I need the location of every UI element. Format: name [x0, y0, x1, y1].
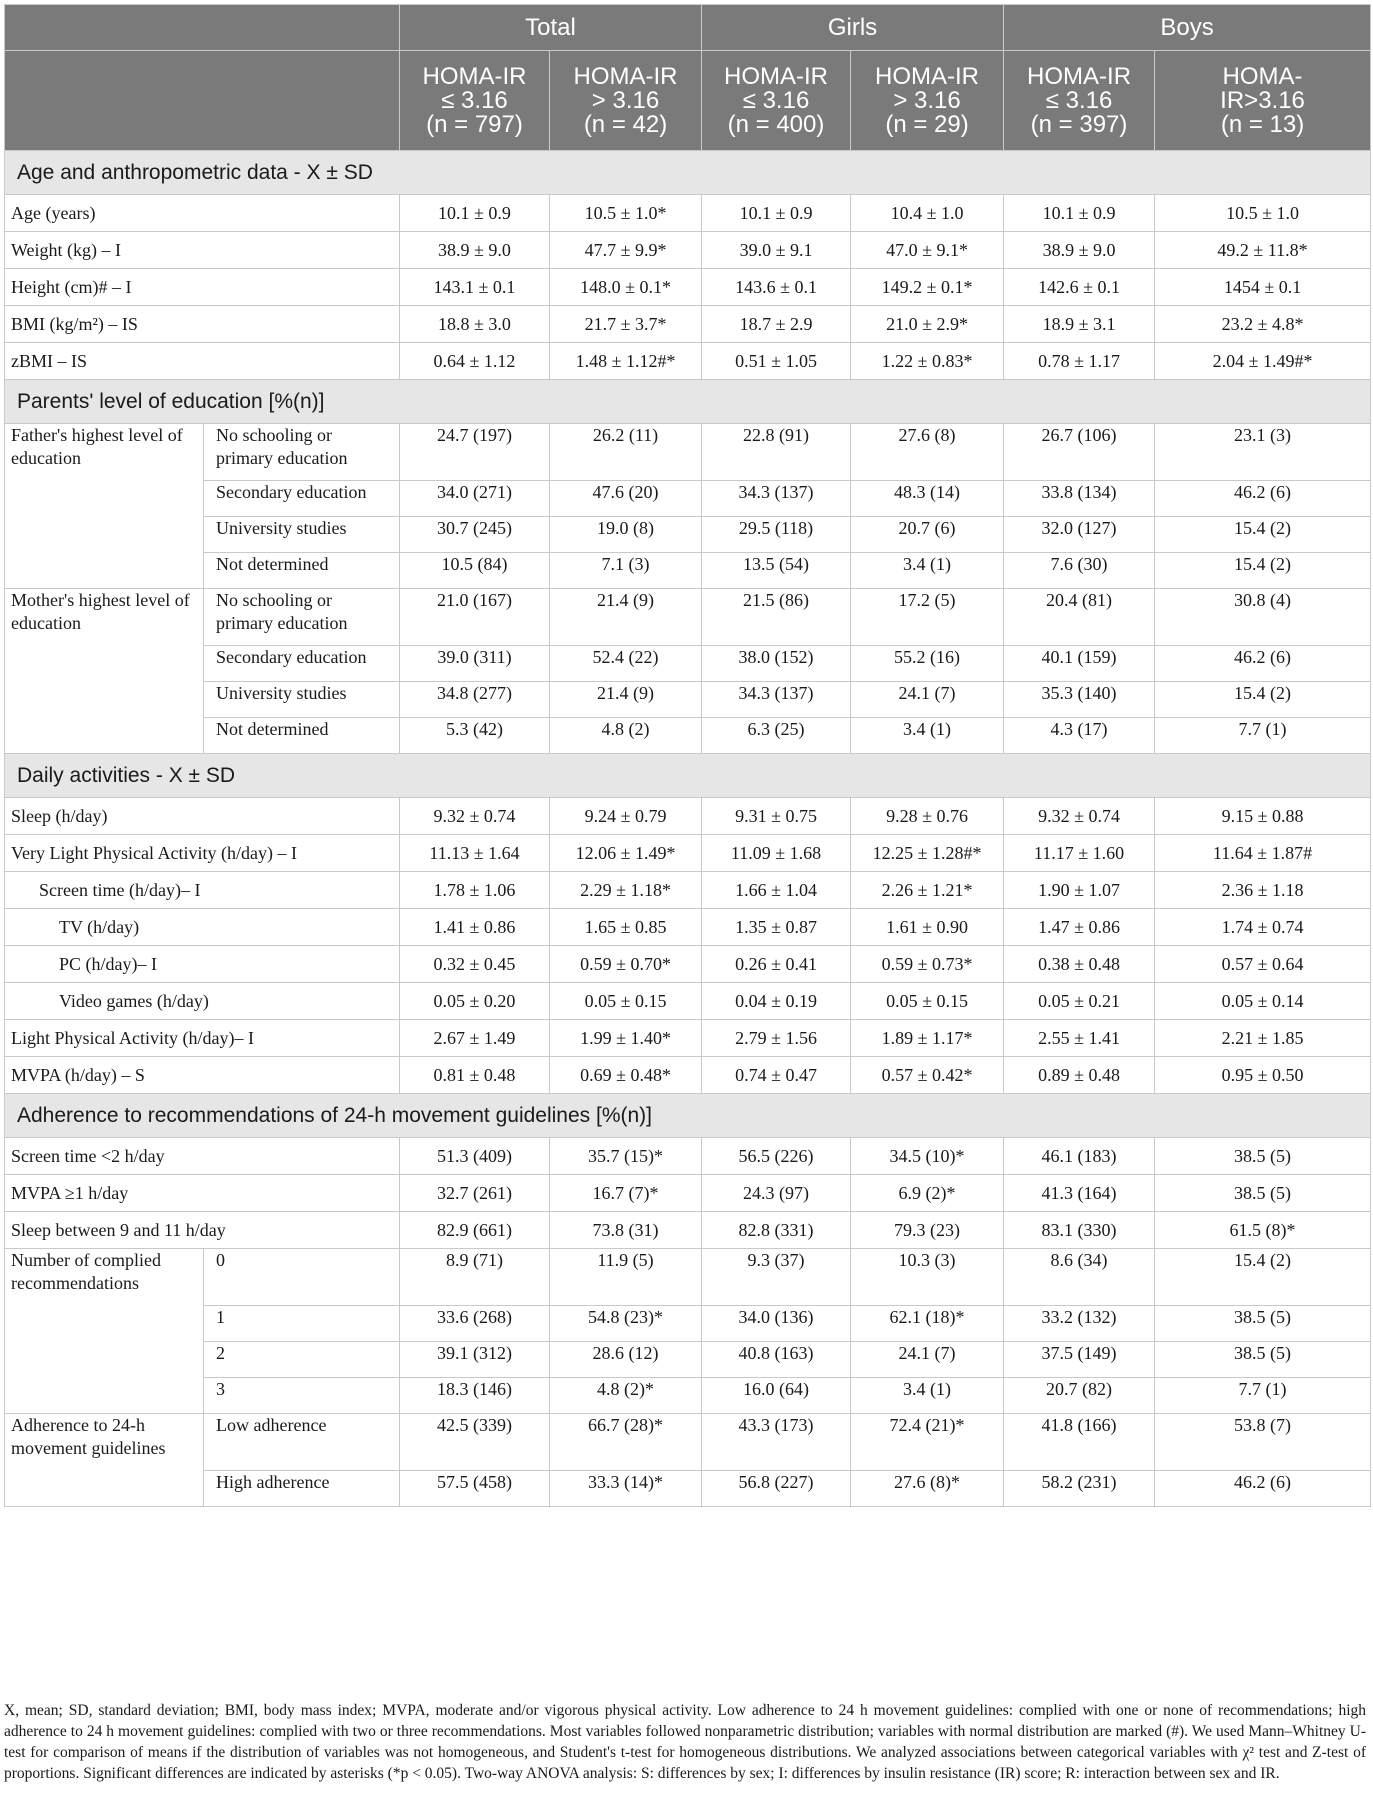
subheader-boys-low: HOMA-IR ≤ 3.16 (n = 397) [1004, 51, 1155, 151]
value-cell: 148.0 ± 0.1* [550, 269, 702, 306]
value-cell: 9.32 ± 0.74 [400, 798, 550, 835]
value-cell: 35.3 (140) [1004, 682, 1155, 718]
value-cell: 2.79 ± 1.56 [702, 1020, 851, 1057]
table-row [5, 1212, 1371, 1249]
table-row [5, 553, 1371, 589]
value-cell: 40.8 (163) [702, 1342, 851, 1378]
value-cell: 27.6 (8) [851, 424, 1004, 481]
value-cell: 33.6 (268) [400, 1306, 550, 1342]
subrow-label: 2 [204, 1342, 400, 1378]
value-cell: 0.78 ± 1.17 [1004, 343, 1155, 380]
value-cell: 4.8 (2) [550, 718, 702, 754]
table-row [5, 306, 1371, 343]
value-cell: 62.1 (18)* [851, 1306, 1004, 1342]
row-label: Sleep between 9 and 11 h/day [5, 1212, 400, 1249]
value-cell: 1.41 ± 0.86 [400, 909, 550, 946]
value-cell: 30.7 (245) [400, 517, 550, 553]
value-cell: 1.74 ± 0.74 [1155, 909, 1371, 946]
table-row [5, 589, 1371, 646]
subheader-total-high: HOMA-IR > 3.16 (n = 42) [550, 51, 702, 151]
value-cell: 66.7 (28)* [550, 1414, 702, 1471]
value-cell: 34.0 (271) [400, 481, 550, 517]
value-cell: 0.59 ± 0.70* [550, 946, 702, 983]
row-label: Age (years) [5, 195, 400, 232]
value-cell: 35.7 (15)* [550, 1138, 702, 1175]
table-row [5, 1471, 1371, 1507]
value-cell: 21.0 (167) [400, 589, 550, 646]
section-header [5, 754, 1371, 798]
table-row [5, 195, 1371, 232]
value-cell: 2.26 ± 1.21* [851, 872, 1004, 909]
table-row [5, 1175, 1371, 1212]
value-cell: 17.2 (5) [851, 589, 1004, 646]
value-cell: 15.4 (2) [1155, 517, 1371, 553]
table-footnote: X, mean; SD, standard deviation; BMI, body mass index; MVPA, moderate and/or vigorous physical activity. Low adherence to 24 h movement guidelines: complied with one or none of recommendations; high adherence to 24 h movement guidelines: complied with two or three recommendations. Most variables followed nonparametric distribution; variables with normal distribution are marked (#). We used Mann–Whitney U-test for comparison of means if the distribution of variables was not homogeneous, and Student's t-test for homogeneous distributions. We analyzed associations between categorical variables with χ² test and Z-test of proportions. Significant differences are indicated by asterisks (*p < 0.05). Two-way ANOVA analysis: S: differences by sex; I: differences by insulin resistance (IR) score; R: interaction between sex and IR. [4, 1702, 1366, 1782]
row-label: Very Light Physical Activity (h/day) – I [5, 835, 400, 872]
value-cell: 7.1 (3) [550, 553, 702, 589]
value-cell: 11.9 (5) [550, 1249, 702, 1306]
value-cell: 0.81 ± 0.48 [400, 1057, 550, 1094]
value-cell: 26.7 (106) [1004, 424, 1155, 481]
value-cell: 8.9 (71) [400, 1249, 550, 1306]
value-cell: 34.8 (277) [400, 682, 550, 718]
value-cell: 56.8 (227) [702, 1471, 851, 1507]
value-cell: 10.4 ± 1.0 [851, 195, 1004, 232]
value-cell: 4.3 (17) [1004, 718, 1155, 754]
value-cell: 0.04 ± 0.19 [702, 983, 851, 1020]
value-cell: 21.5 (86) [702, 589, 851, 646]
table-row [5, 1342, 1371, 1378]
value-cell: 11.64 ± 1.87# [1155, 835, 1371, 872]
group-header-boys: Boys [1004, 5, 1371, 51]
value-cell: 10.5 ± 1.0* [550, 195, 702, 232]
value-cell: 1.35 ± 0.87 [702, 909, 851, 946]
value-cell: 10.5 (84) [400, 553, 550, 589]
value-cell: 7.7 (1) [1155, 718, 1371, 754]
value-cell: 48.3 (14) [851, 481, 1004, 517]
value-cell: 37.5 (149) [1004, 1342, 1155, 1378]
table-row [5, 424, 1371, 481]
value-cell: 40.1 (159) [1004, 646, 1155, 682]
value-cell: 21.4 (9) [550, 589, 702, 646]
value-cell: 34.3 (137) [702, 682, 851, 718]
value-cell: 9.28 ± 0.76 [851, 798, 1004, 835]
table-row [5, 718, 1371, 754]
value-cell: 34.5 (10)* [851, 1138, 1004, 1175]
value-cell: 32.7 (261) [400, 1175, 550, 1212]
value-cell: 46.2 (6) [1155, 1471, 1371, 1507]
value-cell: 38.5 (5) [1155, 1138, 1371, 1175]
value-cell: 51.3 (409) [400, 1138, 550, 1175]
value-cell: 0.05 ± 0.20 [400, 983, 550, 1020]
row-label: TV (h/day) [5, 909, 400, 946]
value-cell: 1.47 ± 0.86 [1004, 909, 1155, 946]
group-label: Adherence to 24-h movement guidelines [5, 1414, 204, 1507]
value-cell: 33.2 (132) [1004, 1306, 1155, 1342]
value-cell: 21.0 ± 2.9* [851, 306, 1004, 343]
value-cell: 0.05 ± 0.15 [851, 983, 1004, 1020]
subrow-label: 3 [204, 1378, 400, 1414]
value-cell: 24.1 (7) [851, 682, 1004, 718]
group-label: Father's highest level of education [5, 424, 204, 589]
subrow-label: 1 [204, 1306, 400, 1342]
subheader-girls-high: HOMA-IR > 3.16 (n = 29) [851, 51, 1004, 151]
value-cell: 9.32 ± 0.74 [1004, 798, 1155, 835]
value-cell: 0.51 ± 1.05 [702, 343, 851, 380]
table-row [5, 909, 1371, 946]
group-header-total: Total [400, 5, 702, 51]
table-row [5, 798, 1371, 835]
value-cell: 46.1 (183) [1004, 1138, 1155, 1175]
value-cell: 6.9 (2)* [851, 1175, 1004, 1212]
value-cell: 12.06 ± 1.49* [550, 835, 702, 872]
value-cell: 1.65 ± 0.85 [550, 909, 702, 946]
value-cell: 10.1 ± 0.9 [1004, 195, 1155, 232]
value-cell: 9.24 ± 0.79 [550, 798, 702, 835]
value-cell: 9.3 (37) [702, 1249, 851, 1306]
value-cell: 82.8 (331) [702, 1212, 851, 1249]
section-header [5, 151, 1371, 195]
subrow-label: University studies [204, 682, 400, 718]
value-cell: 3.4 (1) [851, 553, 1004, 589]
value-cell: 7.6 (30) [1004, 553, 1155, 589]
value-cell: 30.8 (4) [1155, 589, 1371, 646]
value-cell: 8.6 (34) [1004, 1249, 1155, 1306]
value-cell: 4.8 (2)* [550, 1378, 702, 1414]
value-cell: 0.57 ± 0.64 [1155, 946, 1371, 983]
value-cell: 24.7 (197) [400, 424, 550, 481]
subheader-girls-low: HOMA-IR ≤ 3.16 (n = 400) [702, 51, 851, 151]
value-cell: 2.29 ± 1.18* [550, 872, 702, 909]
value-cell: 11.17 ± 1.60 [1004, 835, 1155, 872]
row-label: Sleep (h/day) [5, 798, 400, 835]
value-cell: 24.3 (97) [702, 1175, 851, 1212]
value-cell: 26.2 (11) [550, 424, 702, 481]
table-row [5, 835, 1371, 872]
value-cell: 58.2 (231) [1004, 1471, 1155, 1507]
value-cell: 142.6 ± 0.1 [1004, 269, 1155, 306]
table-row [5, 983, 1371, 1020]
value-cell: 21.4 (9) [550, 682, 702, 718]
value-cell: 41.8 (166) [1004, 1414, 1155, 1471]
subrow-label: Secondary education [204, 646, 400, 682]
table-row [5, 946, 1371, 983]
value-cell: 47.7 ± 9.9* [550, 232, 702, 269]
value-cell: 42.5 (339) [400, 1414, 550, 1471]
subheader-boys-high: HOMA- IR>3.16 (n = 13) [1155, 51, 1371, 151]
row-label: BMI (kg/m²) – IS [5, 306, 400, 343]
value-cell: 61.5 (8)* [1155, 1212, 1371, 1249]
table-row [5, 1249, 1371, 1306]
value-cell: 13.5 (54) [702, 553, 851, 589]
value-cell: 18.3 (146) [400, 1378, 550, 1414]
header-corner [5, 5, 400, 51]
table-row [5, 646, 1371, 682]
value-cell: 47.0 ± 9.1* [851, 232, 1004, 269]
value-cell: 10.1 ± 0.9 [400, 195, 550, 232]
table-row [5, 232, 1371, 269]
value-cell: 23.2 ± 4.8* [1155, 306, 1371, 343]
value-cell: 38.9 ± 9.0 [1004, 232, 1155, 269]
row-label: Weight (kg) – I [5, 232, 400, 269]
value-cell: 33.8 (134) [1004, 481, 1155, 517]
value-cell: 9.15 ± 0.88 [1155, 798, 1371, 835]
table-row [5, 1306, 1371, 1342]
row-label: MVPA (h/day) – S [5, 1057, 400, 1094]
value-cell: 47.6 (20) [550, 481, 702, 517]
value-cell: 1454 ± 0.1 [1155, 269, 1371, 306]
value-cell: 7.7 (1) [1155, 1378, 1371, 1414]
value-cell: 39.0 (311) [400, 646, 550, 682]
value-cell: 2.67 ± 1.49 [400, 1020, 550, 1057]
value-cell: 143.6 ± 0.1 [702, 269, 851, 306]
value-cell: 38.5 (5) [1155, 1342, 1371, 1378]
value-cell: 18.8 ± 3.0 [400, 306, 550, 343]
section-title: Daily activities - X ± SD [5, 754, 1371, 798]
subrow-label: No schooling or primary education [204, 424, 400, 481]
value-cell: 0.26 ± 0.41 [702, 946, 851, 983]
subheader-total-low: HOMA-IR ≤ 3.16 (n = 797) [400, 51, 550, 151]
value-cell: 1.78 ± 1.06 [400, 872, 550, 909]
row-label: zBMI – IS [5, 343, 400, 380]
value-cell: 46.2 (6) [1155, 646, 1371, 682]
value-cell: 53.8 (7) [1155, 1414, 1371, 1471]
table-row [5, 872, 1371, 909]
row-label: PC (h/day)– I [5, 946, 400, 983]
subrow-label: Not determined [204, 718, 400, 754]
value-cell: 34.3 (137) [702, 481, 851, 517]
row-label: Screen time (h/day)– I [5, 872, 400, 909]
value-cell: 38.0 (152) [702, 646, 851, 682]
value-cell: 0.95 ± 0.50 [1155, 1057, 1371, 1094]
value-cell: 3.4 (1) [851, 718, 1004, 754]
value-cell: 38.5 (5) [1155, 1306, 1371, 1342]
value-cell: 38.9 ± 9.0 [400, 232, 550, 269]
value-cell: 0.05 ± 0.15 [550, 983, 702, 1020]
subrow-label: Low adherence [204, 1414, 400, 1471]
value-cell: 11.09 ± 1.68 [702, 835, 851, 872]
value-cell: 2.21 ± 1.85 [1155, 1020, 1371, 1057]
value-cell: 18.7 ± 2.9 [702, 306, 851, 343]
value-cell: 38.5 (5) [1155, 1175, 1371, 1212]
value-cell: 12.25 ± 1.28#* [851, 835, 1004, 872]
group-label: Mother's highest level of education [5, 589, 204, 754]
value-cell: 28.6 (12) [550, 1342, 702, 1378]
value-cell: 0.05 ± 0.21 [1004, 983, 1155, 1020]
value-cell: 10.1 ± 0.9 [702, 195, 851, 232]
value-cell: 73.8 (31) [550, 1212, 702, 1249]
row-label: Video games (h/day) [5, 983, 400, 1020]
value-cell: 1.89 ± 1.17* [851, 1020, 1004, 1057]
table-row [5, 1057, 1371, 1094]
table-header [5, 5, 1371, 151]
value-cell: 83.1 (330) [1004, 1212, 1155, 1249]
value-cell: 32.0 (127) [1004, 517, 1155, 553]
value-cell: 11.13 ± 1.64 [400, 835, 550, 872]
value-cell: 10.3 (3) [851, 1249, 1004, 1306]
value-cell: 39.0 ± 9.1 [702, 232, 851, 269]
value-cell: 1.90 ± 1.07 [1004, 872, 1155, 909]
value-cell: 56.5 (226) [702, 1138, 851, 1175]
value-cell: 15.4 (2) [1155, 682, 1371, 718]
value-cell: 10.5 ± 1.0 [1155, 195, 1371, 232]
table-body [5, 151, 1371, 1507]
value-cell: 1.22 ± 0.83* [851, 343, 1004, 380]
value-cell: 24.1 (7) [851, 1342, 1004, 1378]
subrow-label: No schooling or primary education [204, 589, 400, 646]
value-cell: 46.2 (6) [1155, 481, 1371, 517]
row-label: MVPA ≥1 h/day [5, 1175, 400, 1212]
section-title: Adherence to recommendations of 24-h movement guidelines [%(n)] [5, 1094, 1371, 1138]
value-cell: 49.2 ± 11.8* [1155, 232, 1371, 269]
value-cell: 0.57 ± 0.42* [851, 1057, 1004, 1094]
table-row [5, 1414, 1371, 1471]
value-cell: 1.61 ± 0.90 [851, 909, 1004, 946]
value-cell: 41.3 (164) [1004, 1175, 1155, 1212]
table-row [5, 343, 1371, 380]
value-cell: 149.2 ± 0.1* [851, 269, 1004, 306]
value-cell: 57.5 (458) [400, 1471, 550, 1507]
value-cell: 0.05 ± 0.14 [1155, 983, 1371, 1020]
subrow-label: University studies [204, 517, 400, 553]
value-cell: 22.8 (91) [702, 424, 851, 481]
table-row [5, 517, 1371, 553]
value-cell: 9.31 ± 0.75 [702, 798, 851, 835]
value-cell: 79.3 (23) [851, 1212, 1004, 1249]
value-cell: 23.1 (3) [1155, 424, 1371, 481]
group-header-girls: Girls [702, 5, 1004, 51]
row-label: Screen time <2 h/day [5, 1138, 400, 1175]
value-cell: 29.5 (118) [702, 517, 851, 553]
value-cell: 1.66 ± 1.04 [702, 872, 851, 909]
section-title: Age and anthropometric data - X ± SD [5, 151, 1371, 195]
value-cell: 16.7 (7)* [550, 1175, 702, 1212]
header-corner-lower [5, 51, 400, 151]
value-cell: 18.9 ± 3.1 [1004, 306, 1155, 343]
value-cell: 72.4 (21)* [851, 1414, 1004, 1471]
value-cell: 0.32 ± 0.45 [400, 946, 550, 983]
table-row [5, 1020, 1371, 1057]
value-cell: 82.9 (661) [400, 1212, 550, 1249]
value-cell: 0.38 ± 0.48 [1004, 946, 1155, 983]
value-cell: 0.89 ± 0.48 [1004, 1057, 1155, 1094]
section-title: Parents' level of education [%(n)] [5, 380, 1371, 424]
row-label: Light Physical Activity (h/day)– I [5, 1020, 400, 1057]
value-cell: 1.48 ± 1.12#* [550, 343, 702, 380]
value-cell: 54.8 (23)* [550, 1306, 702, 1342]
value-cell: 15.4 (2) [1155, 553, 1371, 589]
value-cell: 52.4 (22) [550, 646, 702, 682]
value-cell: 2.36 ± 1.18 [1155, 872, 1371, 909]
value-cell: 0.64 ± 1.12 [400, 343, 550, 380]
table-row [5, 1138, 1371, 1175]
value-cell: 20.7 (82) [1004, 1378, 1155, 1414]
table-row [5, 1378, 1371, 1414]
value-cell: 19.0 (8) [550, 517, 702, 553]
value-cell: 20.4 (81) [1004, 589, 1155, 646]
value-cell: 34.0 (136) [702, 1306, 851, 1342]
value-cell: 0.59 ± 0.73* [851, 946, 1004, 983]
value-cell: 21.7 ± 3.7* [550, 306, 702, 343]
value-cell: 1.99 ± 1.40* [550, 1020, 702, 1057]
table-row [5, 481, 1371, 517]
value-cell: 143.1 ± 0.1 [400, 269, 550, 306]
value-cell: 2.04 ± 1.49#* [1155, 343, 1371, 380]
value-cell: 16.0 (64) [702, 1378, 851, 1414]
section-header [5, 1094, 1371, 1138]
value-cell: 15.4 (2) [1155, 1249, 1371, 1306]
subrow-label: Secondary education [204, 481, 400, 517]
subrow-label: 0 [204, 1249, 400, 1306]
value-cell: 39.1 (312) [400, 1342, 550, 1378]
value-cell: 0.74 ± 0.47 [702, 1057, 851, 1094]
value-cell: 27.6 (8)* [851, 1471, 1004, 1507]
value-cell: 55.2 (16) [851, 646, 1004, 682]
group-label: Number of complied recommendations [5, 1249, 204, 1414]
value-cell: 5.3 (42) [400, 718, 550, 754]
value-cell: 33.3 (14)* [550, 1471, 702, 1507]
table-row [5, 682, 1371, 718]
value-cell: 43.3 (173) [702, 1414, 851, 1471]
value-cell: 2.55 ± 1.41 [1004, 1020, 1155, 1057]
subrow-label: Not determined [204, 553, 400, 589]
subrow-label: High adherence [204, 1471, 400, 1507]
row-label: Height (cm)# – I [5, 269, 400, 306]
value-cell: 20.7 (6) [851, 517, 1004, 553]
table-row [5, 269, 1371, 306]
value-cell: 0.69 ± 0.48* [550, 1057, 702, 1094]
results-table [4, 4, 1371, 1507]
value-cell: 6.3 (25) [702, 718, 851, 754]
section-header [5, 380, 1371, 424]
value-cell: 3.4 (1) [851, 1378, 1004, 1414]
